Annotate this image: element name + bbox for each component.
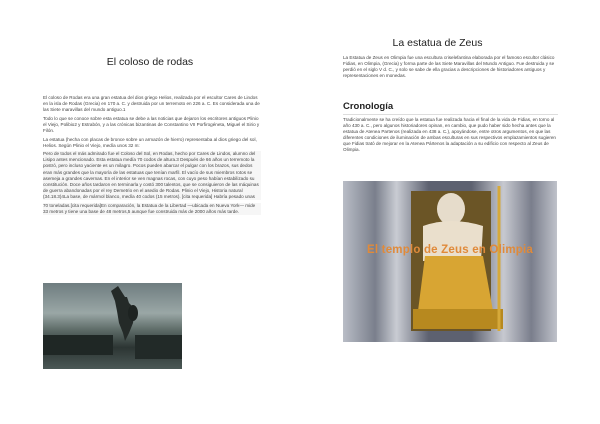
zeus-image [343, 181, 557, 342]
image-caption: El templo de Zeus en Olimpia [367, 244, 533, 256]
paragraph: La estatua (hecha con placas de bronce sobre un armazón de hierro) representaba al dios griego del sol, Helios. Según Plinio el Viejo, medía unos 32 m: [43, 136, 257, 148]
body-text [43, 95, 261, 217]
section-text: Tradicionalmente se ha creído que la estatua fue realizada hacia el final de la vida de Fidias, en torno al año 430 a. C., pero algunos historiadores opinan, en cambio, que pudo haber sido hecha antes que la estatua de Atenea Partenos (realizada en 438 a. C.), apoyándose, entre otros argumentos, en que las diferentes condiciones de iluminación de ambas esculturas en sus respectivos emplazamientos sugieren que Fidias trató de mejorar en la Atenea Pártenos la adaptación a su edificio con respecto al Zeus de Olimpia. [343, 117, 556, 153]
paragraph: 70 toneladas.[cita requerida]En comparación, la Estatua de la Libertad —ubicada en Nueva York— mide 33 metros y tiene una base de 48 metros,5 aunque fue construida más de 2000 años más tarde. [43, 203, 261, 215]
zeus-statue-icon [343, 181, 557, 342]
divider [343, 114, 558, 115]
page-title: La estatua de Zeus [392, 37, 483, 49]
quote-paragraph: Pero de todos el más admirado fue el Coloso del Sol, en Rodas, hecho por Cares de Lindos, alumno del Lisipo antes mencionado. Esta estatua medía 70 codos de altura.3 Después de 66 años un terremoto la postró, pero incluso yaciente es un milagro. Pocos pueden abarcar el pulgar con los brazos, sus dedos eran más grandes que la mayoría de las estatuas que tenían marfil. El vacío de sus miembros rotos se asemeja a grandes cavernas. En el interior se ven magnas rocas, con cuyo peso habían estabilizado su constitución. Doce años tardaron en terminarla y costó 300 talentos, que se consiguieron de las máquinas de guerra abandonadas por el rey Demetrio en el asedio de Rodas. Plinio el Viejo, Historia natural (34.18.3)4La base, de mármol blanco, medía 40 codos (15 metros). [cita requerida] Habría pesado unas [43, 151, 261, 200]
right-page [300, 0, 600, 424]
intro-text: La Estatua de Zeus en Olimpia fue una escultura criselefantina elaborada por el famoso escultor clásico Fidias, en Olimpia, (Grecia) y forma parte de las Siete Maravillas del Mundo Antiguo. Fue destruida y se perdió en el siglo V d. C., y solo se sabe de ella gracias a descripciones de historiadores antiguos y representaciones en monedas. [343, 55, 555, 79]
paragraph: El coloso de Rodas era una gran estatua del dios griego Helios, realizada por el escultor Cares de Lindos en la isla de Rodas (Grecia) en 170 a. C. y destruida por un terremoto en 226 a. C. Es considerada una de las Siete maravillas del mundo antiguo.1 [43, 95, 260, 113]
colossus-statue-icon [43, 283, 182, 369]
paragraph: Todo lo que se conoce sobre esta estatua se debe a las noticias que dejaron los escritores antiguos Plinio el Viejo, Polibio2 y Estrabón, y a las crónicas bizantinas de Constantino VII Porfirogéneta, Miguel el Sirio y Filón. [43, 115, 260, 133]
section-heading: Cronología [343, 101, 394, 112]
page-title: El coloso de rodas [106, 56, 194, 68]
colossus-image [43, 283, 182, 369]
